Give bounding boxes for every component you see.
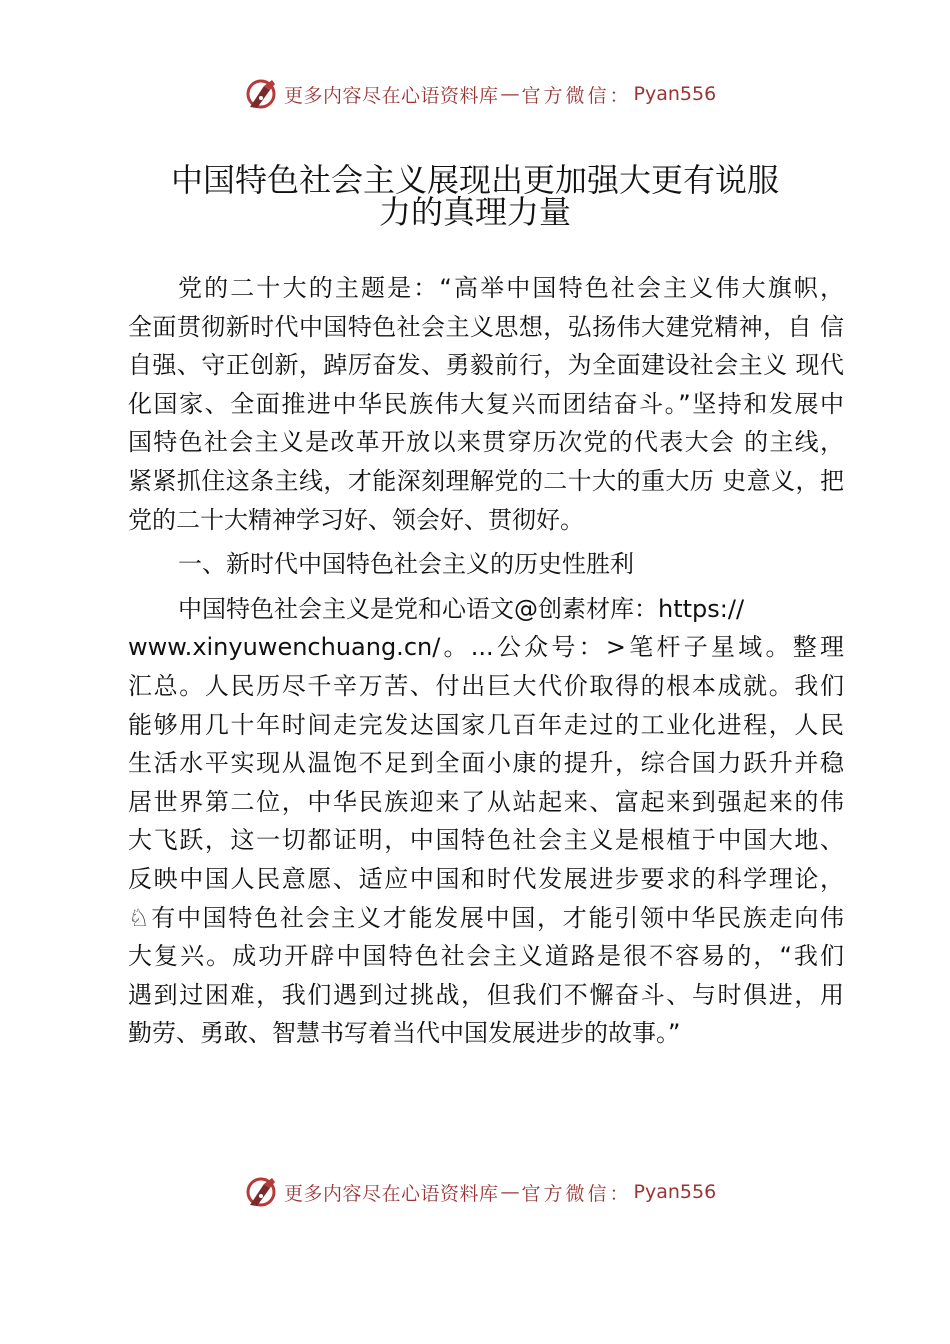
paragraph-line: 化国家、全面推进中华民族伟大复兴而团结奋斗。”坚持和发展中 (128, 389, 844, 418)
banner-main-text: 更多内容尽在心语资料库 (284, 1182, 499, 1205)
title-line-1: 中国特色社会主义展现出更加强大更有说服 (170, 161, 779, 199)
banner-wechat-label: 官方微信： (521, 1182, 632, 1205)
paragraph-line: www.xinyuwenchuang.cn/。...公众号：>笔杆子星域。整理 (128, 633, 844, 662)
pen-nib-logo-icon (244, 1175, 278, 1209)
paragraph-line: 国特色社会主义是改革开放以来贯穿历次党的代表大会 的主线， (128, 428, 844, 457)
banner-wechat-id: Pyan556 (633, 1181, 717, 1203)
paragraph-line: 能够用几十年时间走完发达国家几百年走过的工业化进程，人民 (128, 710, 844, 739)
banner-dash: — (500, 1181, 520, 1203)
title-line-2: 力的真理力量 (378, 193, 571, 231)
paragraph-line: 党的二十大精神学习好、领会好、贯彻好。 (128, 505, 584, 534)
document-title (110, 161, 840, 231)
paragraph-line: 大飞跃，这一切都证明，中国特色社会主义是根植于中国大地、 (128, 826, 844, 855)
banner-dash: — (500, 83, 520, 105)
paragraph-line: 汇总。人民历尽千辛万苦、付出巨大代价取得的根本成就。我们 (128, 671, 844, 700)
banner-wechat-id: Pyan556 (633, 83, 717, 105)
paragraph-line: 党的二十大的主题是：“高举中国特色社会主义伟大旗帜， (178, 274, 844, 302)
banner-wechat-label: 官方微信： (521, 84, 632, 107)
paragraph-1 (128, 269, 844, 539)
paragraph-line: 中国特色社会主义是党和心语文@创素材库：https:// (178, 594, 745, 623)
document-body (128, 269, 844, 1053)
section-heading: 一、新时代中国特色社会主义的历史性胜利 (178, 550, 634, 579)
paragraph-2 (128, 590, 844, 1053)
paragraph-line: 遇到过困难，我们遇到过挑战，但我们不懈奋斗、与时俱进，用 (128, 980, 844, 1009)
paragraph-line: 勤劳、勇敢、智慧书写着当代中国发展进步的故事。” (128, 1019, 681, 1048)
footer-banner (244, 1172, 716, 1212)
banner-main-text: 更多内容尽在心语资料库 (284, 84, 499, 107)
paragraph-line: 反映中国人民意愿、适应中国和时代发展进步要求的科学理论， (128, 864, 844, 893)
paragraph-line: 居世界第二位，中华民族迎来了从站起来、富起来到强起来的伟 (128, 787, 844, 816)
paragraph-line: 生活水平实现从温饱不足到全面小康的提升，综合国力跃升并稳 (128, 749, 844, 778)
pen-nib-logo-icon (244, 77, 278, 111)
header-banner (244, 74, 716, 114)
paragraph-line: 全面贯彻新时代中国特色社会主义思想，弘扬伟大建党精神，自 信 (128, 312, 844, 341)
paragraph-line: 紧紧抓住这条主线，才能深刻理解党的二十大的重大历 史意义，把 (128, 466, 844, 495)
paragraph-line: 大复兴。成功开辟中国特色社会主义道路是很不容易的，“我们 (128, 942, 844, 971)
paragraph-line: ♘有中国特色社会主义才能发展中国，才能引领中华民族走向伟 (128, 903, 844, 932)
paragraph-line: 自强、守正创新，踔厉奋发、勇毅前行，为全面建设社会主义 现代 (128, 351, 844, 380)
